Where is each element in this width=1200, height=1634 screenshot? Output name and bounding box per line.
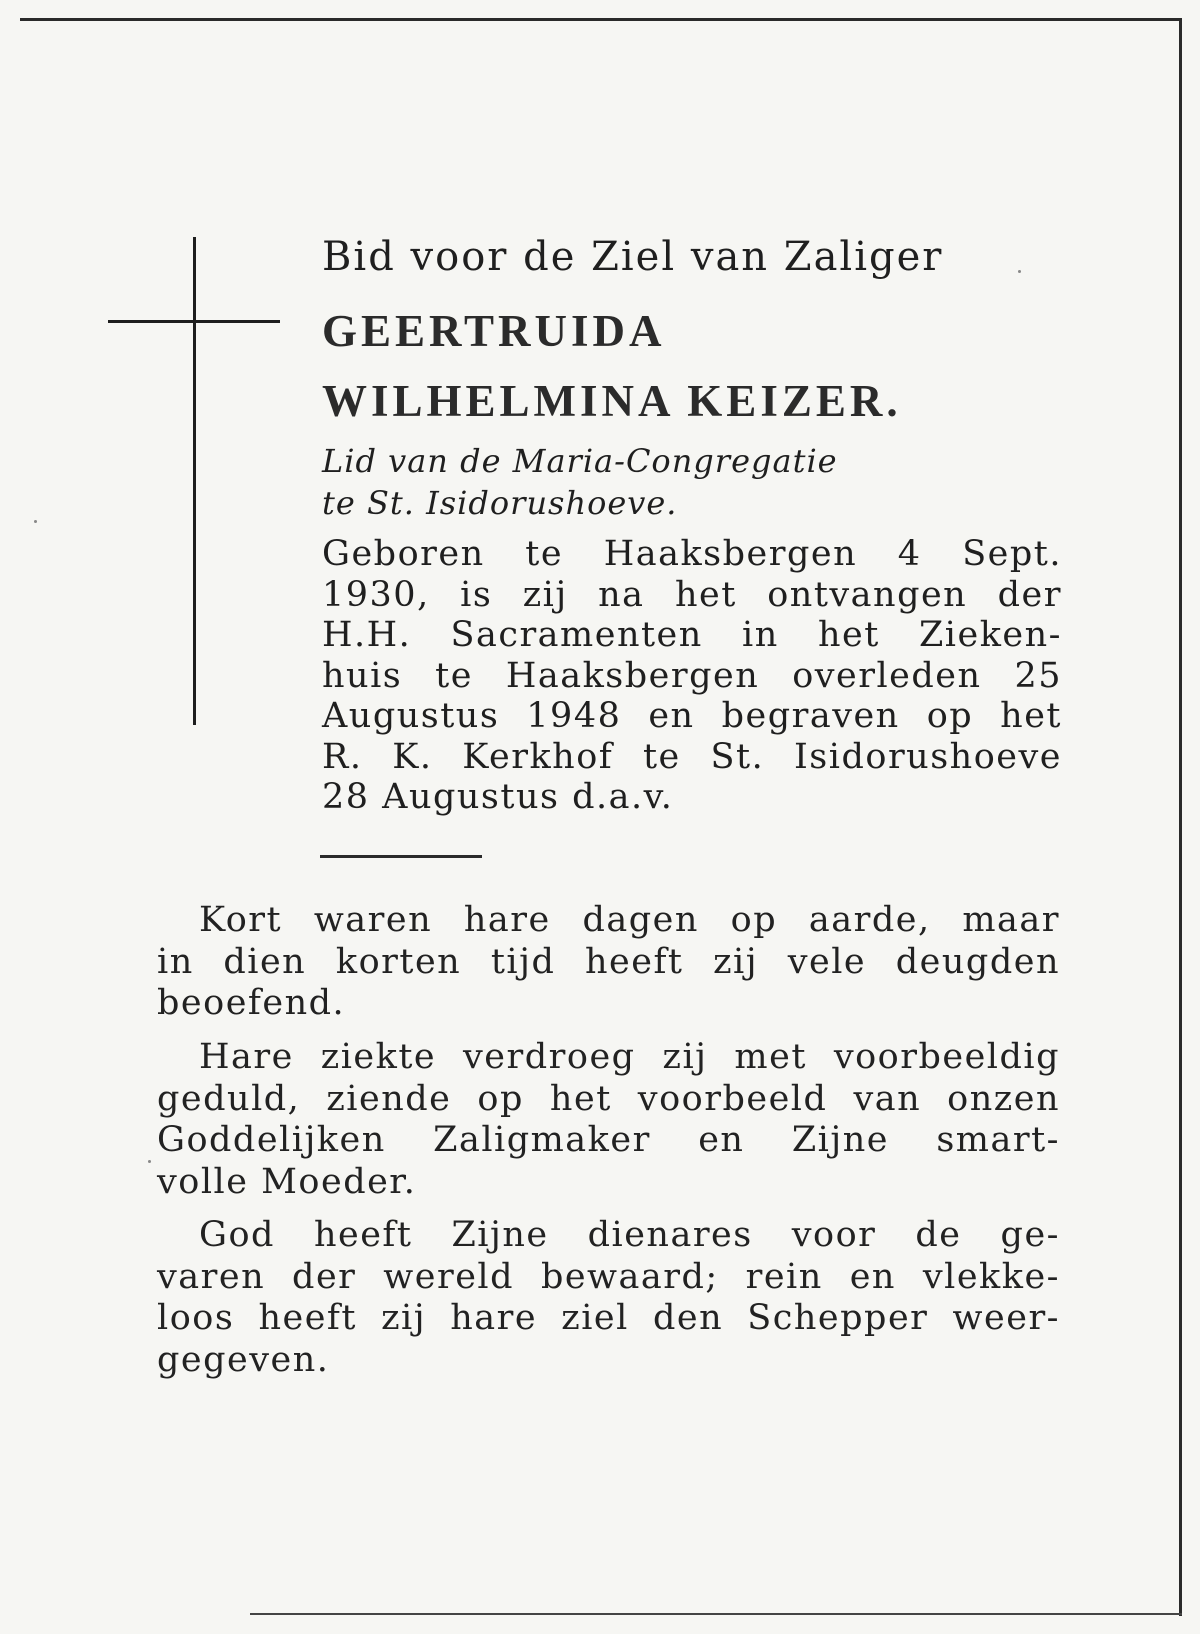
scan-border-right xyxy=(1179,18,1182,1616)
congregation-line-2: te St. Isidorushoeve. xyxy=(322,484,678,522)
paragraph-virtues xyxy=(157,900,1060,1025)
paragraph-illness xyxy=(157,1037,1060,1203)
congregation-line-1: Lid van de Maria-Congregatie xyxy=(322,442,838,480)
paragraph-line: Kort waren hare dagen op aarde, maar xyxy=(199,900,1060,940)
paragraph-line: Hare ziekte verdroeg zij met voorbeeldig xyxy=(199,1037,1060,1077)
paragraph-line: Goddelijken Zaligmaker en Zijne smart- xyxy=(157,1120,1060,1160)
bio-line: huis te Haaksbergen overleden 25 xyxy=(322,655,1062,696)
scan-border-bottom xyxy=(250,1613,1182,1615)
scan-speck xyxy=(148,1160,151,1163)
paragraph-line: varen der wereld bewaard; rein en vlekke- xyxy=(157,1256,1060,1297)
cross-icon-vertical xyxy=(193,237,196,725)
paragraph-line: loos heeft zij hare ziel den Schepper weer- xyxy=(157,1298,1060,1338)
paragraph-line: God heeft Zijne dienares voor de ge- xyxy=(199,1215,1060,1255)
scan-border-top xyxy=(20,18,1182,21)
scan-speck xyxy=(34,520,37,523)
bio-line: 1930, is zij na het ontvangen der xyxy=(322,574,1062,615)
bio-line: Augustus 1948 en begraven op het xyxy=(322,696,1062,736)
paragraph-line: geduld, ziende op het voorbeeld van onzen xyxy=(157,1078,1060,1119)
bio-line: H.H. Sacramenten in het Zieken- xyxy=(322,615,1062,655)
bio-line: R. K. Kerkhof te St. Isidorushoeve xyxy=(322,736,1062,777)
paragraph-line: in dien korten tijd heeft zij vele deugden xyxy=(157,941,1060,982)
paragraph-line: volle Moeder. xyxy=(157,1161,417,1202)
biography xyxy=(322,534,1062,818)
name-line-1: GEERTRUIDA xyxy=(322,306,666,356)
bio-line: Geboren te Haaksbergen 4 Sept. xyxy=(322,534,1062,574)
name-line-2: WILHELMINA KEIZER. xyxy=(322,376,902,426)
bio-line: 28 Augustus d.a.v. xyxy=(322,777,674,817)
cross-icon-horizontal xyxy=(108,320,280,323)
intro-text: Bid voor de Ziel van Zaliger xyxy=(322,234,944,280)
paragraph-god xyxy=(157,1215,1060,1381)
paragraph-line: gegeven. xyxy=(157,1339,330,1380)
paragraph-line: beoefend. xyxy=(157,983,346,1023)
congregation xyxy=(322,440,1062,524)
separator-rule xyxy=(320,855,482,858)
scan-speck xyxy=(1018,270,1021,273)
